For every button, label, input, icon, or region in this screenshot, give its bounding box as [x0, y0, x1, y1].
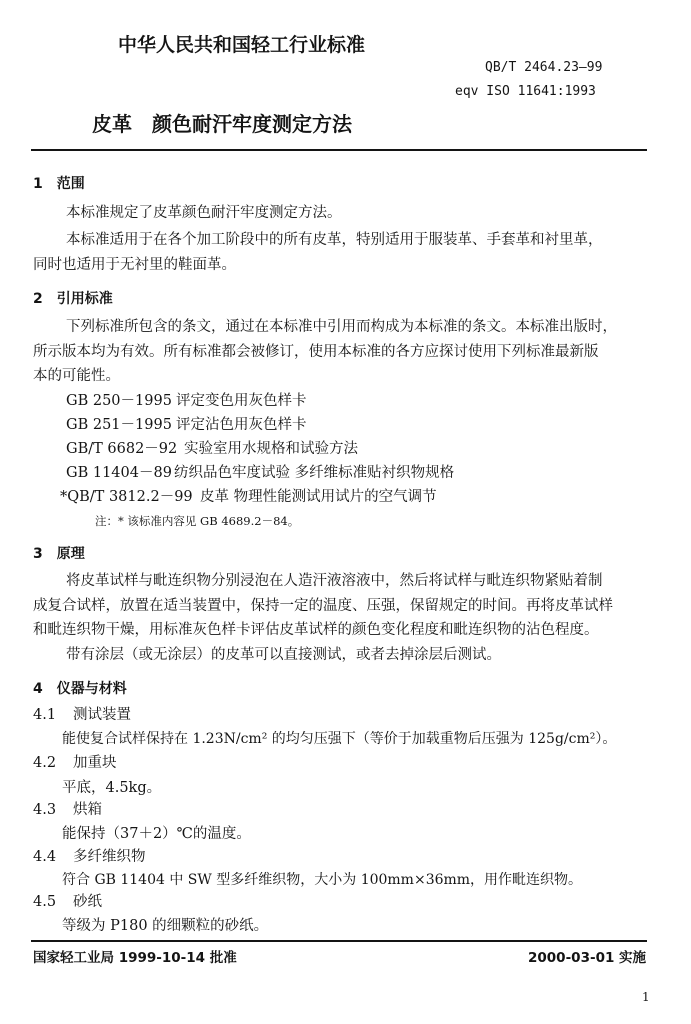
subsection-4-5-text: 等级为 P180 的细颗粒的砂纸。: [62, 918, 269, 934]
title-prefix: 皮革: [92, 112, 132, 136]
equivalence-note: eqv ISO 11641:1993: [455, 84, 596, 99]
reference-item: *QB/T 3812.2－99 皮革 物理性能测试用试片的空气调节: [60, 489, 437, 505]
section-2-para-line-2: 所示版本均为有效。所有标准都会被修订，使用本标准的各方应探讨使用下列标准最新版: [33, 344, 599, 360]
section-1-para-1: 本标准规定了皮革颜色耐汗牢度测定方法。: [66, 205, 342, 221]
section-3-para-line-1: 将皮革试样与毗连织物分别浸泡在人造汗液溶液中，然后将试样与毗连织物紧贴着制: [66, 573, 603, 589]
section-1-para-2-line-1: 本标准适用于在各个加工阶段中的所有皮革，特别适用于服装革、手套革和衬里革，: [66, 232, 603, 248]
reference-item: GB 251－1995 评定沾色用灰色样卡: [66, 417, 307, 433]
reference-item: GB/T 6682－92 实验室用水规格和试验方法: [66, 441, 358, 457]
subsection-4-5-heading: 4.5 砂纸: [33, 894, 102, 910]
subsection-4-2-text: 平底，4.5kg。: [62, 780, 162, 796]
header-rule: [31, 149, 647, 151]
reference-item: GB 250－1995 评定变色用灰色样卡: [66, 393, 307, 409]
subsection-4-4-heading: 4.4 多纤维织物: [33, 849, 146, 865]
section-3-para-2: 带有涂层（或无涂层）的皮革可以直接测试，或者去掉涂层后测试。: [66, 647, 501, 663]
subsection-4-4-text: 符合 GB 11404 中 SW 型多纤维织物，大小为 100mm×36mm，用作毗连织物。: [62, 872, 583, 888]
section-2-heading: 2 引用标准: [33, 291, 113, 307]
reference-footnote: 注：* 该标准内容见 GB 4689.2－84。: [95, 514, 300, 528]
section-2-para-line-3: 本的可能性。: [33, 368, 120, 384]
subsection-4-1-heading: 4.1 测试装置: [33, 707, 131, 723]
footer-rule: [31, 940, 647, 942]
section-3-para-line-3: 和毗连织物干燥，用标准灰色样卡评估皮革试样的颜色变化程度和毗连织物的沾色程度。: [33, 622, 599, 638]
implementation-date: 2000-03-01 实施: [528, 950, 647, 966]
subsection-4-3-heading: 4.3 烘箱: [33, 802, 102, 818]
approval-line: 国家轻工业局 1999-10-14 批准: [33, 950, 237, 966]
page-number: 1: [642, 990, 650, 1004]
section-3-heading: 3 原理: [33, 546, 85, 562]
document-title: [92, 108, 352, 137]
subsection-4-2-heading: 4.2 加重块: [33, 755, 117, 771]
title-main: 颜色耐汗牢度测定方法: [152, 112, 352, 136]
section-1-heading: 1 范围: [33, 176, 85, 192]
issuing-body: 中华人民共和国轻工行业标准: [118, 34, 366, 56]
section-4-heading: 4 仪器与材料: [33, 681, 127, 697]
section-2-para-line-1: 下列标准所包含的条文，通过在本标准中引用而构成为本标准的条文。本标准出版时，: [66, 319, 617, 335]
section-1-para-2-line-2: 同时也适用于无衬里的鞋面革。: [33, 257, 236, 273]
standard-number: QB/T 2464.23—99: [485, 60, 603, 75]
reference-item: GB 11404－89 纺织品色牢度试验 多纤维标准贴衬织物规格: [66, 465, 455, 481]
section-3-para-line-2: 成复合试样，放置在适当装置中，保持一定的温度、压强，保留规定的时间。再将皮革试样: [33, 598, 613, 614]
subsection-4-3-text: 能保持（37＋2）℃的温度。: [62, 826, 251, 842]
subsection-4-1-text: 能使复合试样保持在 1.23N/cm² 的均匀压强下（等价于加载重物后压强为 125g/cm²）。: [62, 731, 617, 747]
